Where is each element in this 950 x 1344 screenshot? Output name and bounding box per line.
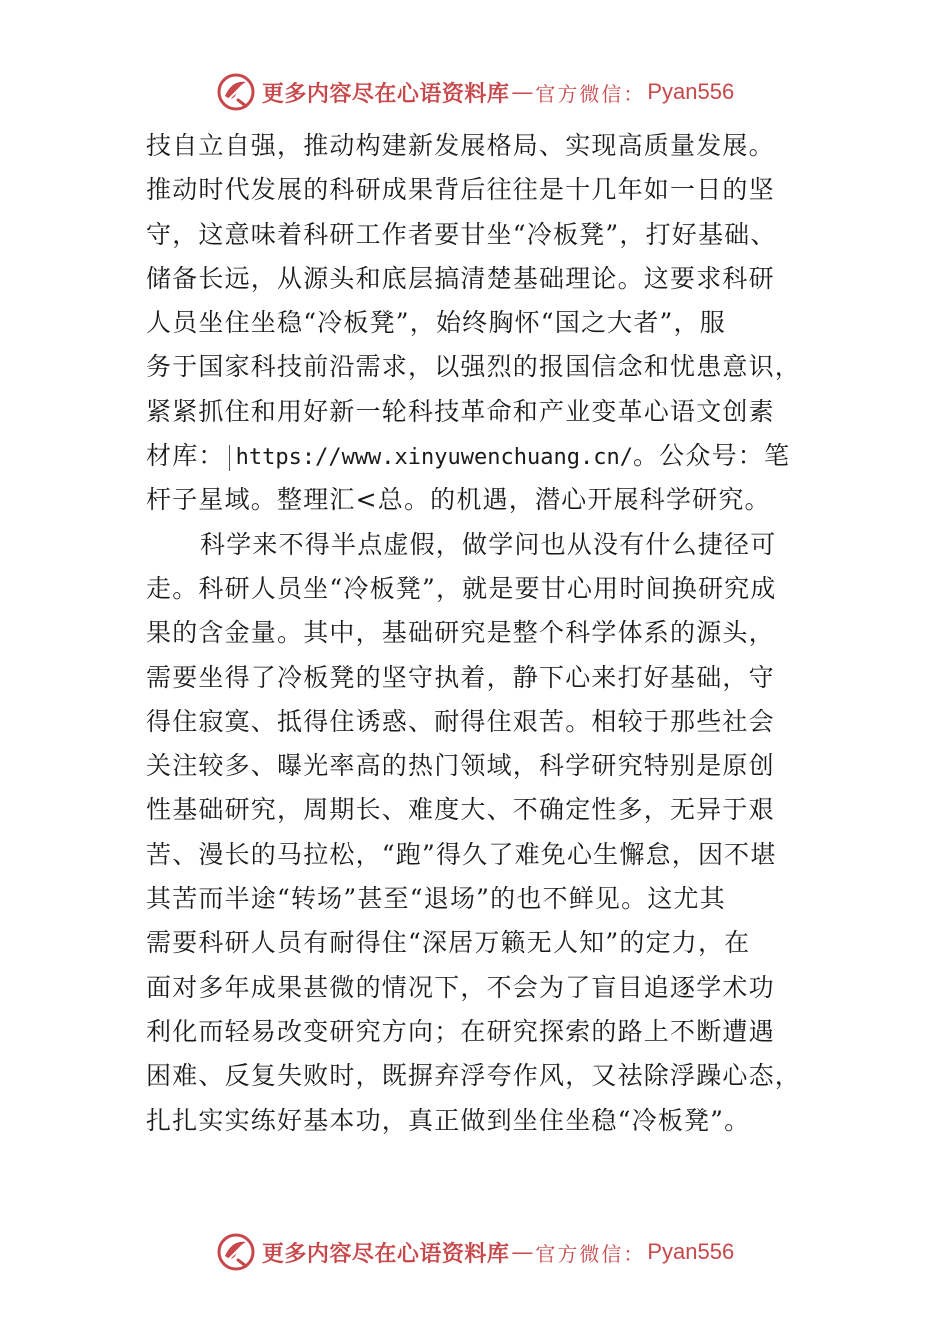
text-line: 杆子星域。整理汇<总。的机遇，潜心开展科学研究。 [146,485,771,515]
text-line: 走。科研人员坐“冷板凳”，就是要甘心用时间换研究成 [146,573,777,603]
banner-separator: — [511,1239,534,1265]
brand-logo-icon [216,72,256,112]
brand-logo-icon [216,1232,256,1272]
text-cursor-mark [229,445,230,471]
banner-separator: — [511,79,534,105]
banner-wechat-label: 官方微信： [535,81,646,106]
text-line: 务于国家科技前沿需求，以强烈的报国信念和忧患意识， [146,352,802,382]
text-line: 紧紧抓住和用好新一轮科技革命和产业变革心语文创素 [146,396,775,426]
url-suffix: 。公众号：笔 [632,441,791,471]
footer-banner [0,1230,950,1274]
text-line: 扎扎实实练好基本功，真正做到坐住坐稳“冷板凳”。 [146,1105,751,1135]
text-line: 面对多年成果甚微的情况下，不会为了盲目追逐学术功 [146,972,775,1002]
banner-wechat-id: Pyan556 [647,1239,735,1264]
text-line: 困难、反复失败时，既摒弃浮夸作风，又祛除浮躁心态， [146,1061,802,1091]
header-banner [0,70,950,114]
text-line: 推动时代发展的科研成果背后往往是十几年如一日的坚 [146,175,775,205]
text-line: 得住寂寞、抵得住诱惑、耐得住艰苦。相较于那些社会 [146,706,775,736]
document-body [146,124,814,1143]
text-line: 守，这意味着科研工作者要甘坐“冷板凳”，打好基础、 [146,219,777,249]
text-line: 果的含金量。其中，基础研究是整个科学体系的源头， [146,618,775,648]
text-line: 科学来不得半点虚假，做学问也从没有什么捷径可 [200,529,777,559]
url-prefix: 材库： [146,441,225,471]
text-line: 需要科研人员有耐得住“深居万籁无人知”的定力，在 [146,928,751,958]
text-line: 需要坐得了冷板凳的坚守执着，静下心来打好基础，守 [146,662,775,692]
text-line: 人员坐住坐稳“冷板凳”，始终胸怀“国之大者”，服 [146,308,726,338]
text-line: 储备长远，从源头和底层搞清楚基础理论。这要求科研 [146,263,775,293]
text-line: 关注较多、曝光率高的热门领域，科学研究特别是原创 [146,751,775,781]
banner-slogan: 更多内容尽在心语资料库 [261,80,510,107]
text-line: 利化而轻易改变研究方向；在研究探索的路上不断遭遇 [146,1016,775,1046]
banner-wechat-id: Pyan556 [647,79,735,104]
url-text: https://www.xinyuwenchuang.cn/ [235,445,633,471]
text-line: 苦、漫长的马拉松，“跑”得久了难免心生懈怠，因不堪 [146,839,777,869]
text-line [146,434,814,478]
text-line: 其苦而半途“转场”甚至“退场”的也不鲜见。这尤其 [146,884,726,914]
text-line: 技自立自强，推动构建新发展格局、实现高质量发展。 [146,131,775,160]
text-line: 性基础研究，周期长、难度大、不确定性多，无异于艰 [146,795,775,825]
banner-slogan: 更多内容尽在心语资料库 [261,1240,510,1267]
banner-wechat-label: 官方微信： [535,1241,646,1266]
